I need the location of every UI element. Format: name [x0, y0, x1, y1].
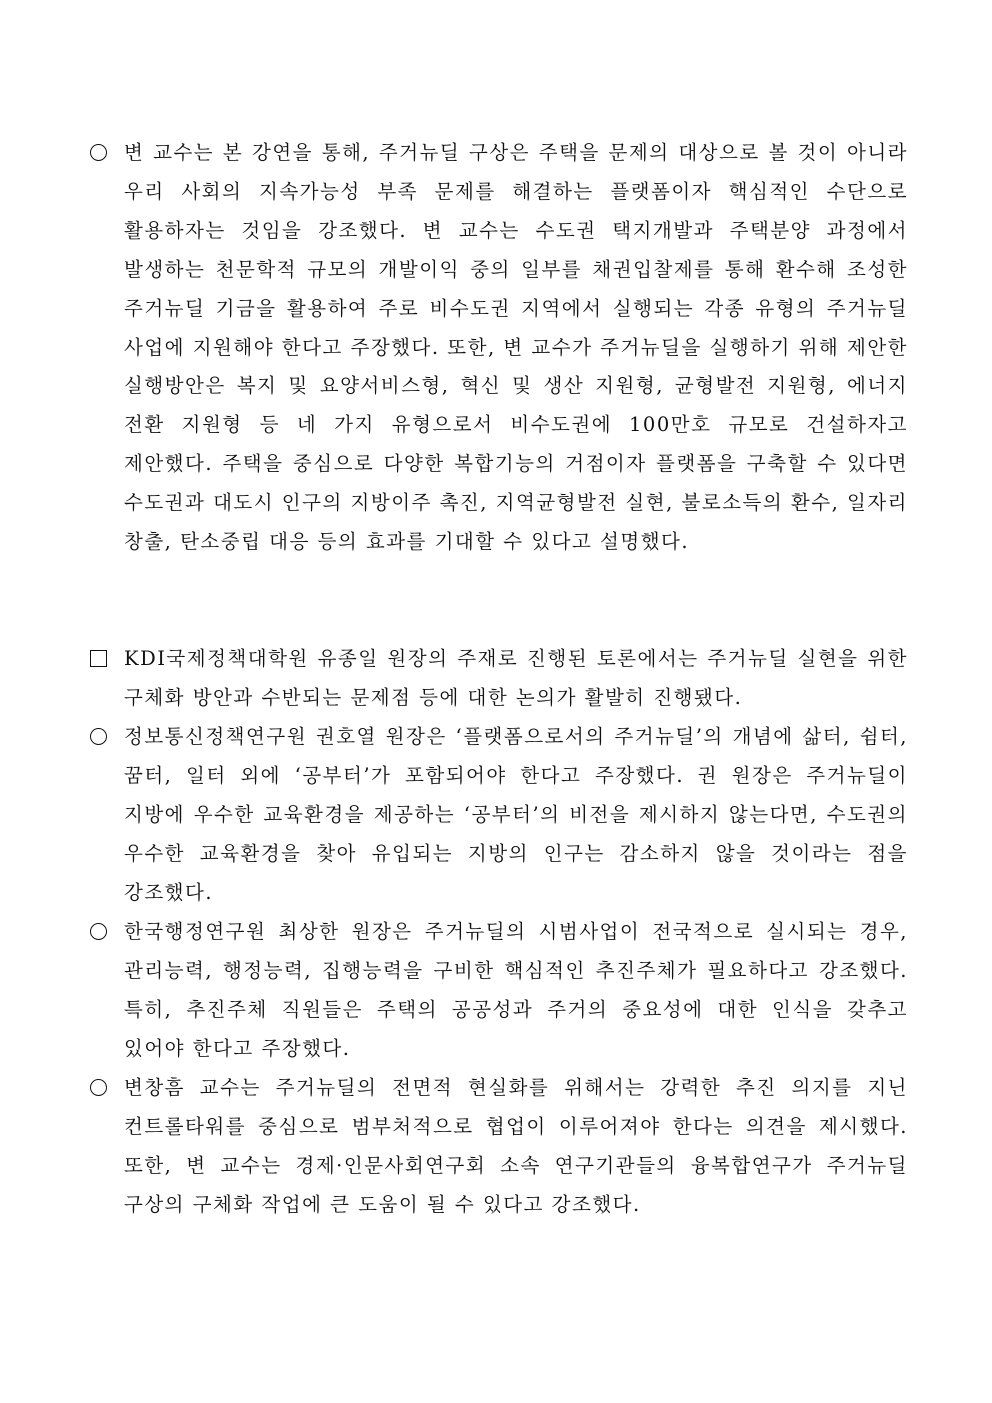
paragraph-byun-opinion	[88, 1069, 908, 1225]
paragraph-lecture-summary	[88, 134, 908, 562]
paragraph-text: 한국행정연구원 최상한 원장은 주거뉴딜의 시범사업이 전국적으로 실시되는 경우, 관리능력, 행정능력, 집행능력을 구비한 핵심적인 추진주체가 필요하다고 강조했다. 특히, 추진주체 직원들은 주택의 공공성과 주거의 중요성에 대한 인식을 갖추고 있어야 한다고 주장했다.	[124, 920, 908, 1060]
paragraph-discussion-intro	[88, 640, 908, 718]
paragraph-body	[88, 718, 908, 913]
paragraph-body	[88, 134, 908, 562]
paragraph-text: 변창흠 교수는 주거뉴딜의 전면적 현실화를 위해서는 강력한 추진 의지를 지닌 컨트롤타워를 중심으로 범부처적으로 협업이 이루어져야 한다는 의견을 제시했다. 또한, 변 교수는 경제·인문사회연구회 소속 연구기관들의 융복합연구가 주거뉴딜 구상의 구체화 작업에 큰 도움이 될 수 있다고 강조했다.	[124, 1076, 908, 1216]
square-bullet-icon	[88, 640, 118, 680]
paragraph-text: KDI국제정책대학원 유종일 원장의 주재로 진행된 토론에서는 주거뉴딜 실현을 위한 구체화 방안과 수반되는 문제점 등에 대한 논의가 활발히 진행됐다.	[124, 647, 908, 709]
paragraph-text: 정보통신정책연구원 권호열 원장은 ‘플랫폼으로서의 주거뉴딜’의 개념에 삶터, 쉼터, 꿈터, 일터 외에 ‘공부터’가 포함되어야 한다고 주장했다. 권 원장은 주거뉴딜이 지방에 우수한 교육환경을 제공하는 ‘공부터’의 비전을 제시하지 않는다면, 수도권의 우수한 교육환경을 찾아 유입되는 지방의 인구는 감소하지 않을 것이라는 점을 강조했다.	[124, 725, 908, 904]
paragraph-body	[88, 1069, 908, 1225]
paragraph-body	[88, 913, 908, 1069]
circle-bullet-icon	[88, 1069, 118, 1109]
paragraph-text: 변 교수는 본 강연을 통해, 주거뉴딜 구상은 주택을 문제의 대상으로 볼 것이 아니라 우리 사회의 지속가능성 부족 문제를 해결하는 플랫폼이자 핵심적인 수단으로 활용하자는 것임을 강조했다. 변 교수는 수도권 택지개발과 주택분양 과정에서 발생하는 천문학적 규모의 개발이익 중의 일부를 채권입찰제를 통해 환수해 조성한 주거뉴딜 기금을 활용하여 주로 비수도권 지역에서 실행되는 각종 유형의 주거뉴딜 사업에 지원해야 한다고 주장했다. 또한, 변 교수가 주거뉴딜을 실행하기 위해 제안한 실행방안은 복지 및 요양서비스형, 혁신 및 생산 지원형, 균형발전 지원형, 에너지 전환 지원형 등 네 가지 유형으로서 비수도권에 100만호 규모로 건설하자고 제안했다. 주택을 중심으로 다양한 복합기능의 거점이자 플랫폼을 구축할 수 있다면 수도권과 대도시 인구의 지방이주 촉진, 지역균형발전 실현, 불로소득의 환수, 일자리 창출, 탄소중립 대응 등의 효과를 기대할 수 있다고 설명했다.	[124, 141, 908, 554]
circle-bullet-icon	[88, 134, 118, 174]
paragraph-body	[88, 640, 908, 718]
circle-bullet-icon	[88, 718, 118, 758]
circle-bullet-icon	[88, 913, 118, 953]
paragraph-choi-opinion	[88, 913, 908, 1069]
paragraph-kwon-opinion	[88, 718, 908, 913]
